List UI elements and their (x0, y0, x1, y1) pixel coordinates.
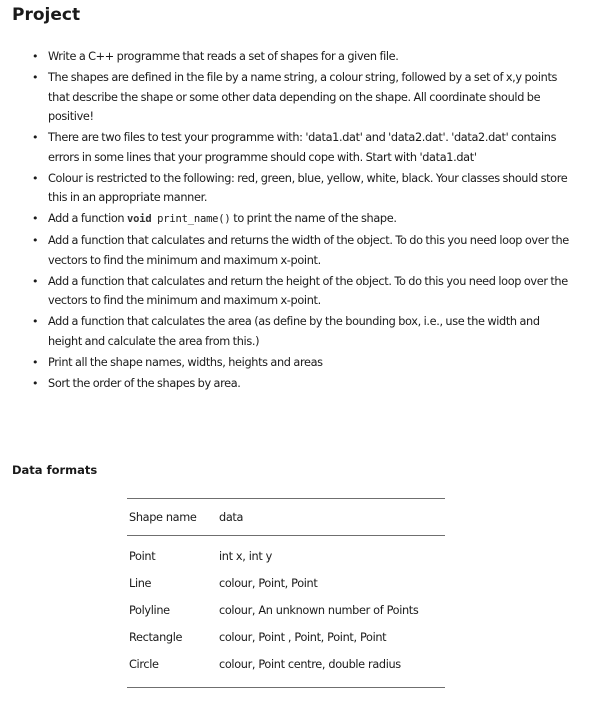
table-cell-shape-name: Circle (129, 658, 159, 671)
list-item-text: Sort the order of the shapes by area. (48, 376, 241, 390)
code-snippet (127, 213, 231, 225)
list-item-text: Add a function that calculates and return the height of the object. To do this you need loop over the vectors to find the minimum and maximum x-point. (48, 274, 568, 307)
data-formats-table (127, 498, 445, 688)
list-item (32, 128, 572, 167)
table-header-row (127, 499, 445, 536)
table-row (127, 597, 445, 624)
list-item-text-before: Add a function (48, 212, 127, 225)
list-item (32, 169, 572, 208)
requirements-list (32, 47, 572, 395)
table-row (127, 651, 445, 688)
bullet-icon: • (32, 171, 39, 185)
list-item-text: Write a C++ programme that reads a set of shapes for a given file. (48, 50, 399, 63)
table-row (127, 570, 445, 597)
bullet-icon: • (32, 315, 39, 328)
bullet-icon: • (32, 50, 39, 63)
bullet-icon: • (32, 234, 39, 247)
list-item-text: Print all the shape names, widths, heights and areas (48, 355, 323, 369)
list-item-text: Colour is restricted to the following: red, green, blue, yellow, white, black. Your classes should store this in an appropriate manner. (48, 171, 568, 204)
table-cell-data: colour, Point centre, double radius (219, 658, 401, 671)
list-item-text: There are two files to test your programme with: 'data1.dat' and 'data2.dat'. 'data2.dat' contains errors in some lines that your programme should cope with. Start with 'data1.dat' (48, 131, 557, 164)
table-cell-data: int x, int y (219, 550, 272, 563)
table-cell-data: colour, Point, Point (219, 577, 318, 590)
table-cell-shape-name: Line (129, 577, 152, 590)
page-title: Project (12, 5, 81, 25)
code-function-name: print_name() (151, 213, 231, 225)
list-item-text: Add a function that calculates the area (as define by the bounding box, i.e., use the width and height and calculate the area from this.) (48, 315, 540, 348)
list-item (32, 353, 572, 373)
bullet-icon: • (32, 71, 39, 84)
list-item (32, 68, 572, 127)
list-item-text: The shapes are defined in the file by a name string, a colour string, followed by a set of x,y points that describe the shape or some other data depending on the shape. All coordinate should be positive! (48, 71, 558, 123)
list-item (32, 374, 572, 394)
table-cell-shape-name: Polyline (129, 604, 170, 617)
list-item (32, 231, 572, 270)
table-cell-shape-name: Point (129, 550, 156, 563)
column-header-shape-name: Shape name (129, 511, 197, 524)
list-item (32, 272, 572, 311)
list-item (32, 312, 572, 351)
list-item-text-after: to print the name of the shape. (230, 212, 397, 225)
table-row (127, 624, 445, 651)
code-keyword: void (126, 213, 152, 225)
bullet-icon: • (32, 355, 39, 369)
table-cell-shape-name: Rectangle (129, 631, 183, 644)
list-item (32, 209, 572, 230)
bullet-icon: • (32, 376, 39, 390)
column-header-data: data (219, 511, 244, 524)
bullet-icon: • (32, 212, 39, 225)
table-cell-data: colour, Point , Point, Point, Point (219, 631, 387, 644)
bullet-icon: • (32, 131, 39, 144)
table-cell-data: colour, An unknown number of Points (219, 604, 419, 617)
list-item-text: Add a function that calculates and returns the width of the object. To do this you need loop over the vectors to find the minimum and maximum x-point. (48, 234, 569, 267)
data-formats-heading: Data formats (12, 463, 98, 477)
bullet-icon: • (32, 274, 39, 288)
list-item (32, 47, 572, 67)
table-row (127, 536, 445, 571)
